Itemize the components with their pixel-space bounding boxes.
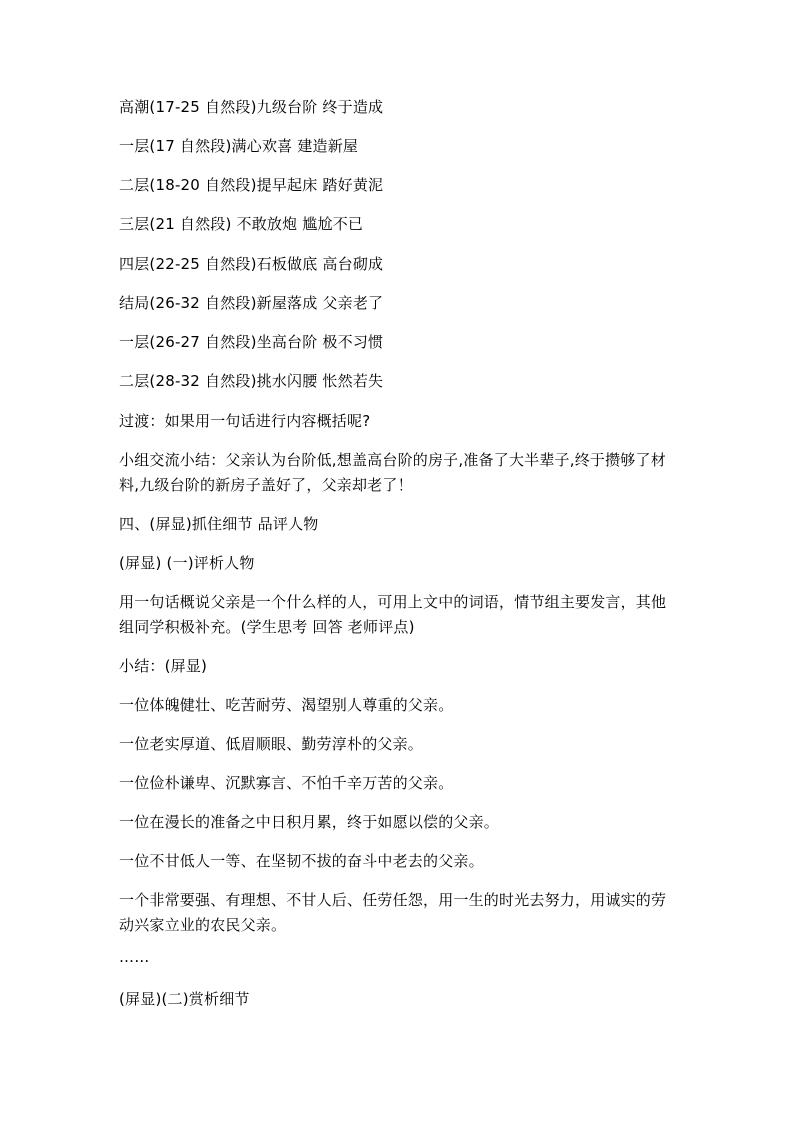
summary-label: 小结：(屏显) (119, 657, 208, 675)
father-description: 一位体魄健壮、吃苦耐劳、渴望别人尊重的父亲。 (119, 696, 454, 714)
outline-climax-layer-4: 四层(22-25 自然段)石板做底 高台砌成 (119, 255, 384, 273)
outline-climax-layer-3: 三层(21 自然段) 不敢放炮 尴尬不已 (119, 215, 364, 233)
father-description: 一位不甘低人一等、在坚韧不拔的奋斗中老去的父亲。 (119, 852, 484, 870)
father-long-description: 一个非常要强、有理想、不甘人后、任劳任怨，用一生的时光去努力，用诚实的劳动兴家立业的农民父亲。 (119, 891, 667, 934)
outline-climax-layer-2: 二层(18-20 自然段)提早起床 踏好黄泥 (119, 176, 384, 194)
section-4-heading: 四、(屏显)抓住细节 品评人物 (119, 515, 319, 533)
father-description: 一位老实厚道、低眉顺眼、勤劳淳朴的父亲。 (119, 735, 424, 753)
ellipsis: …… (119, 948, 150, 966)
subsection-1-heading: (屏显) (一)评析人物 (119, 554, 255, 572)
father-description: 一位俭朴谦卑、沉默寡言、不怕千辛万苦的父亲。 (119, 774, 454, 792)
outline-ending-layer-2: 二层(28-32 自然段)挑水闪腰 怅然若失 (119, 372, 384, 390)
outline-ending-layer-1: 一层(26-27 自然段)坐高台阶 极不习惯 (119, 333, 384, 351)
group-summary-paragraph: 小组交流小结：父亲认为台阶低,想盖高台阶的房子,准备了大半辈子,终于攒够了材料,九级台阶的新房子盖好了，父亲却老了！ (119, 451, 666, 494)
outline-climax-layer-1: 一层(17 自然段)满心欢喜 建造新屋 (119, 137, 359, 155)
father-description: 一位在漫长的准备之中日积月累，终于如愿以偿的父亲。 (119, 813, 500, 831)
outline-ending: 结局(26-32 自然段)新屋落成 父亲老了 (119, 294, 384, 312)
transition-question: 过渡：如果用一句话进行内容概括呢? (119, 412, 371, 430)
outline-climax: 高潮(17-25 自然段)九级台阶 终于造成 (119, 98, 384, 116)
subsection-2-heading: (屏显)(二)赏析细节 (119, 990, 250, 1008)
task-paragraph: 用一句话概说父亲是一个什么样的人，可用上文中的词语，情节组主要发言，其他组同学积极补充。(学生思考 回答 老师评点) (119, 593, 667, 636)
